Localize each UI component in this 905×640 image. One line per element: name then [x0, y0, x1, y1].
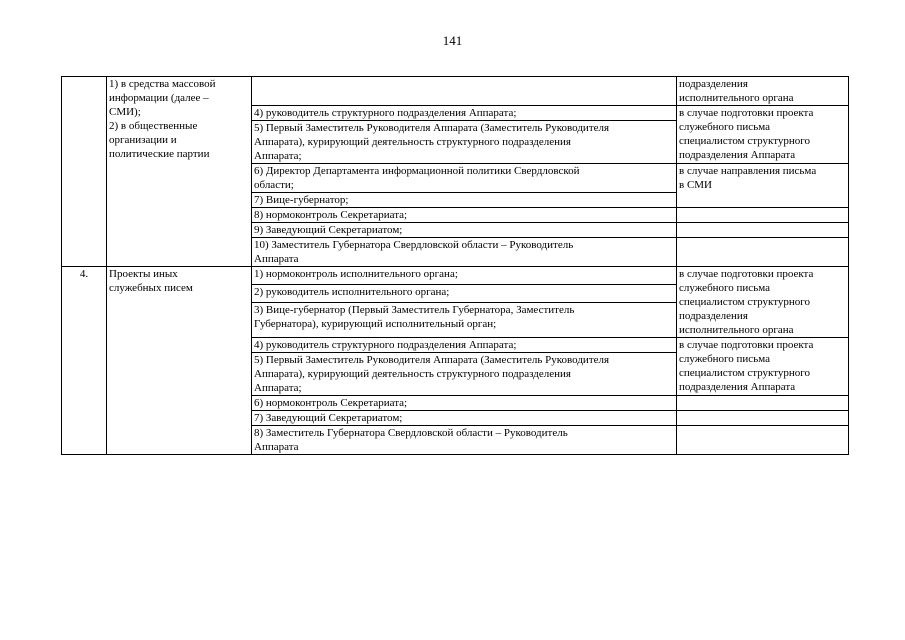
document-type-line: 2) в общественные	[109, 120, 198, 132]
signatory-cell: 3) Вице-губернатор (Первый Заместитель Губернатора, Заместитель Губернатора), курирующий исполнительный орган;	[252, 303, 677, 338]
signatory-cell: 6) Директор Департамента информационной политики Свердловской области;	[252, 164, 677, 193]
document-type-line: 1) в средства массовой	[109, 78, 216, 90]
signatory-cell: 4) руководитель структурного подразделения Аппарата;	[252, 338, 677, 353]
note-cell	[677, 238, 849, 267]
document-type-cell	[107, 267, 252, 455]
signatory-cell: 5) Первый Заместитель Руководителя Аппарата (Заместитель Руководителя Аппарата), курирующий деятельность структурного подразделения Аппарата;	[252, 353, 677, 396]
document-type-line: Проекты иных	[109, 268, 178, 280]
approval-table	[61, 76, 849, 455]
note-cell	[677, 411, 849, 426]
row-number-cell	[62, 77, 107, 267]
signatory-cell: 8) нормоконтроль Секретариата;	[252, 208, 677, 223]
table-row	[62, 267, 849, 285]
signatory-cell	[252, 77, 677, 106]
note-cell	[677, 208, 849, 223]
note-cell	[677, 338, 849, 396]
note-cell	[677, 396, 849, 411]
note-cell	[677, 426, 849, 455]
signatory-cell: 8) Заместитель Губернатора Свердловской области – Руководитель Аппарата	[252, 426, 677, 455]
note-text: в случае подготовки проекта служебного письма специалистом структурного подразделения Аппарата	[679, 107, 814, 161]
table-row	[62, 77, 849, 106]
signatory-cell: 2) руководитель исполнительного органа;	[252, 285, 677, 303]
note-text: в случае подготовки проекта служебного письма специалистом структурного подразделения Аппарата	[679, 339, 814, 393]
note-cell	[677, 77, 849, 106]
document-type-cell	[107, 77, 252, 267]
document-type-line: информации (далее –	[109, 92, 209, 104]
signatory-cell: 5) Первый Заместитель Руководителя Аппарата (Заместитель Руководителя Аппарата), курирующий деятельность структурного подразделения Аппарата;	[252, 121, 677, 164]
document-type-line: СМИ);	[109, 106, 141, 118]
note-cell	[677, 267, 849, 338]
signatory-cell: 10) Заместитель Губернатора Свердловской области – Руководитель Аппарата	[252, 238, 677, 267]
note-cell	[677, 223, 849, 238]
document-type-line: политические партии	[109, 148, 210, 160]
signatory-cell: 4) руководитель структурного подразделения Аппарата;	[252, 106, 677, 121]
note-text: в случае подготовки проекта служебного письма специалистом структурного подразделения исполнительного органа	[679, 268, 814, 336]
row-number-cell: 4.	[62, 267, 107, 455]
document-type-line: служебных писем	[109, 282, 193, 294]
signatory-cell: 7) Заведующий Секретариатом;	[252, 411, 677, 426]
page-number: 141	[442, 33, 463, 48]
signatory-cell: 6) нормоконтроль Секретариата;	[252, 396, 677, 411]
note-text: в случае направления письма в СМИ	[679, 165, 817, 191]
signatory-cell: 1) нормоконтроль исполнительного органа;	[252, 267, 677, 285]
note-cell	[677, 164, 849, 208]
signatory-cell: 7) Вице-губернатор;	[252, 193, 677, 208]
signatory-cell: 9) Заведующий Секретариатом;	[252, 223, 677, 238]
document-type-line: организации и	[109, 134, 177, 146]
note-text: подразделения исполнительного органа	[679, 78, 794, 104]
note-cell	[677, 106, 849, 164]
